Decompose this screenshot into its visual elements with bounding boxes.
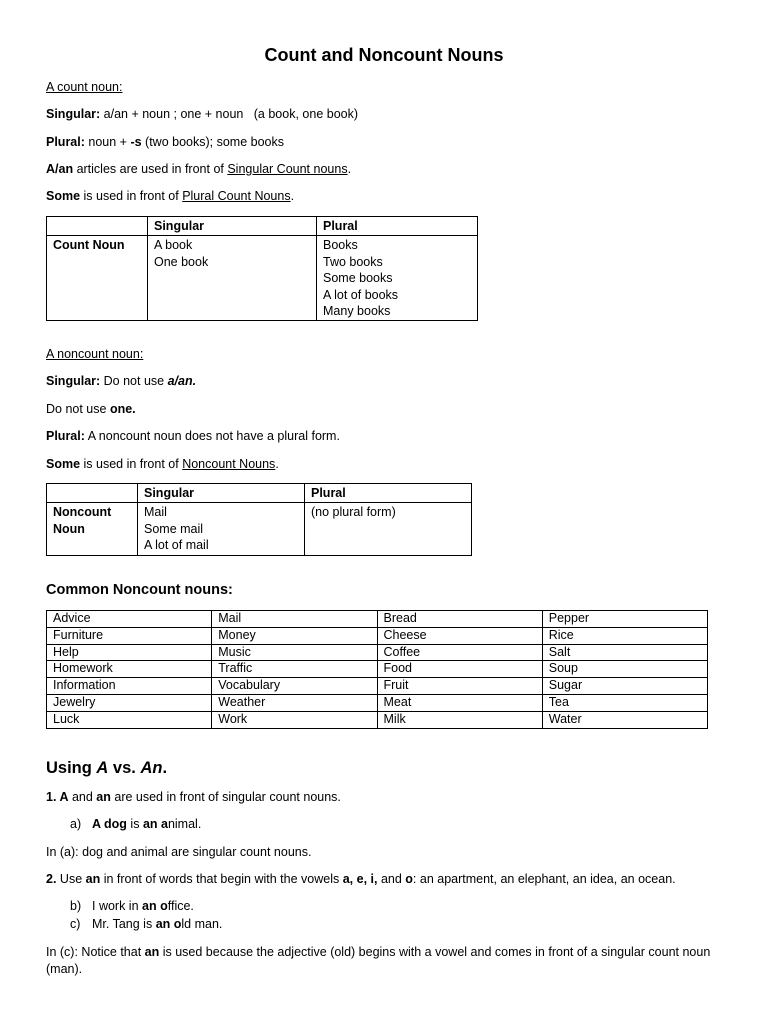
table-cell: Money — [212, 627, 377, 644]
table-cell: Homework — [47, 661, 212, 678]
table-row — [47, 678, 708, 695]
table-cell: Coffee — [377, 644, 542, 661]
table-row — [47, 236, 478, 321]
table-cell: Water — [542, 711, 707, 728]
table-cell: Food — [377, 661, 542, 678]
example-text: Mr. Tang is — [92, 917, 156, 931]
note-an: an — [144, 945, 160, 959]
rule-an: an — [96, 790, 111, 804]
header-singular — [138, 484, 305, 503]
singular-cell — [148, 236, 317, 321]
table-cell: Work — [212, 711, 377, 728]
rule-number: 1. — [46, 790, 57, 804]
table-cell: Bread — [377, 611, 542, 628]
table-row — [47, 503, 472, 555]
row-label-cell — [47, 236, 148, 321]
rule-text: Use — [56, 872, 86, 886]
plural-label: Plural: — [46, 429, 85, 443]
aan-rule-line — [46, 161, 351, 177]
rule-vowels: a, e, i, — [342, 872, 378, 886]
heading-an: An — [140, 759, 163, 777]
some-label: Some — [46, 189, 81, 203]
table-cell: Salt — [542, 644, 707, 661]
noncount-noun-table — [46, 483, 472, 556]
count-plural-line — [46, 134, 284, 150]
common-noncount-table — [46, 610, 708, 729]
rule-1-line — [46, 789, 341, 805]
noncount-noun-heading: A noncount noun: — [46, 347, 144, 361]
table-cell: Music — [212, 644, 377, 661]
some-rule-line — [46, 188, 294, 204]
table-row — [47, 644, 708, 661]
table-cell: Sugar — [542, 678, 707, 695]
header-plural-label: Plural — [311, 486, 346, 500]
header-singular — [148, 217, 317, 236]
count-noun-table — [46, 216, 478, 321]
list-item: A lot of mail — [144, 538, 209, 553]
singular-count-nouns-term: Singular Count nouns — [227, 162, 348, 176]
example-text: nimal. — [167, 817, 202, 831]
rule-number: 2. — [46, 872, 57, 886]
note-c — [46, 944, 722, 978]
page-title: Count and Noncount Nouns — [264, 45, 504, 65]
heading-part: vs. — [108, 759, 141, 777]
some-end: . — [275, 457, 279, 471]
singular-label: Singular: — [46, 107, 101, 121]
plural-text-end: (two books); some books — [141, 135, 284, 149]
aan-emphasis: a/an. — [167, 374, 197, 388]
note-text: is used because the adjective (old) begins with a vowel and comes in front of a singular count noun (man). — [46, 945, 714, 976]
example-bold: an o — [142, 899, 168, 913]
example-marker: c) — [70, 917, 81, 931]
table-row — [47, 711, 708, 728]
example-a — [46, 816, 201, 832]
row-label-cell — [47, 503, 138, 555]
heading-part: . — [162, 759, 168, 777]
table-corner-cell — [47, 217, 148, 236]
example-text: is — [126, 817, 143, 831]
common-noncount-heading: Common Noncount nouns: — [46, 582, 233, 598]
example-c — [46, 916, 222, 932]
list-item: A lot of books — [323, 287, 399, 302]
row-label-line-1: Noncount — [53, 505, 112, 520]
some-label: Some — [46, 457, 81, 471]
example-bold: A dog — [92, 817, 127, 831]
rule-text: and — [68, 790, 97, 804]
count-singular-line — [46, 106, 358, 122]
some-end: . — [290, 189, 295, 203]
plural-text: noun + — [84, 135, 131, 149]
rule-text: are used in front of singular count nouns. — [110, 790, 341, 804]
header-singular-label: Singular — [154, 219, 205, 233]
aan-text: articles are used in front of — [73, 162, 228, 176]
list-item: Some mail — [144, 521, 204, 536]
example-marker: b) — [70, 899, 82, 913]
table-cell: Furniture — [47, 627, 212, 644]
count-noun-heading: A count noun: — [46, 80, 123, 94]
example-bold: an o — [155, 917, 182, 931]
table-cell: Rice — [542, 627, 707, 644]
singular-label: Singular: — [46, 374, 101, 388]
noncount-plural-line — [46, 428, 340, 444]
aan-end: . — [347, 162, 352, 176]
table-cell: Milk — [377, 711, 542, 728]
list-item: A book — [154, 238, 193, 253]
header-singular-label: Singular — [144, 486, 195, 500]
note-a: In (a): dog and animal are singular count nouns. — [46, 845, 312, 859]
plural-cell — [305, 503, 472, 555]
list-item: Some books — [323, 271, 393, 286]
heading-a: A — [96, 759, 109, 777]
some-text: is used in front of — [80, 457, 183, 471]
one-emphasis: one. — [109, 402, 136, 416]
example-marker: a) — [70, 817, 82, 831]
note-text: In (c): Notice that — [46, 945, 145, 959]
table-cell: Help — [47, 644, 212, 661]
table-cell: Information — [47, 678, 212, 695]
plural-text: A noncount noun does not have a plural form. — [84, 429, 340, 443]
plural-count-nouns-term: Plural Count Nouns — [182, 189, 291, 203]
do-not-use-one-line — [46, 401, 136, 417]
table-cell: Mail — [212, 611, 377, 628]
table-cell: Cheese — [377, 627, 542, 644]
rule-2-line — [46, 871, 676, 887]
rule-a: A — [56, 790, 69, 804]
header-plural-label: Plural — [323, 219, 358, 233]
example-text: ld man. — [181, 917, 223, 931]
some-text: is used in front of — [80, 189, 183, 203]
plural-label: Plural: — [46, 135, 85, 149]
table-row — [47, 694, 708, 711]
table-cell: Jewelry — [47, 694, 212, 711]
table-corner-cell — [47, 484, 138, 503]
singular-cell — [138, 503, 305, 555]
noncount-nouns-term: Noncount Nouns — [182, 457, 276, 471]
example-b — [46, 898, 194, 914]
header-plural — [305, 484, 472, 503]
header-plural — [317, 217, 478, 236]
no-plural-form: (no plural form) — [311, 505, 396, 520]
list-item: One book — [154, 254, 209, 269]
list-item: Many books — [323, 304, 391, 319]
rule-text: and — [377, 872, 406, 886]
table-cell: Advice — [47, 611, 212, 628]
table-cell: Vocabulary — [212, 678, 377, 695]
table-cell: Meat — [377, 694, 542, 711]
plural-cell — [317, 236, 478, 321]
table-cell: Pepper — [542, 611, 707, 628]
table-cell: Tea — [542, 694, 707, 711]
table-header-row — [47, 484, 472, 503]
example-bold: an a — [142, 817, 168, 831]
plural-suffix: -s — [130, 135, 142, 149]
table-row — [47, 611, 708, 628]
table-row — [47, 627, 708, 644]
table-cell: Luck — [47, 711, 212, 728]
row-label: Count Noun — [53, 238, 125, 253]
noncount-some-line — [46, 456, 279, 472]
rule-an: an — [85, 872, 101, 886]
rule-text: in front of words that begin with the vowels — [100, 872, 343, 886]
list-item: Two books — [323, 254, 383, 269]
rule-o: o — [405, 872, 413, 886]
example-text: ffice. — [167, 899, 194, 913]
aan-label: A/an — [46, 162, 74, 176]
table-cell: Soup — [542, 661, 707, 678]
using-a-vs-an-heading — [46, 758, 167, 778]
table-cell: Fruit — [377, 678, 542, 695]
rule-text: : an apartment, an elephant, an idea, an ocean. — [412, 872, 676, 886]
table-cell: Traffic — [212, 661, 377, 678]
list-item: Mail — [144, 505, 167, 520]
do-not-text: Do not use — [46, 402, 110, 416]
heading-part: Using — [46, 759, 97, 777]
noncount-singular-line — [46, 373, 196, 389]
singular-text: Do not use — [100, 374, 168, 388]
example-text: I work in — [92, 899, 143, 913]
table-cell: Weather — [212, 694, 377, 711]
list-item: Books — [323, 238, 358, 253]
table-row — [47, 661, 708, 678]
singular-text: a/an + noun ; one + noun (a book, one book) — [100, 107, 359, 121]
row-label-line-2: Noun — [53, 521, 85, 536]
table-header-row — [47, 217, 478, 236]
